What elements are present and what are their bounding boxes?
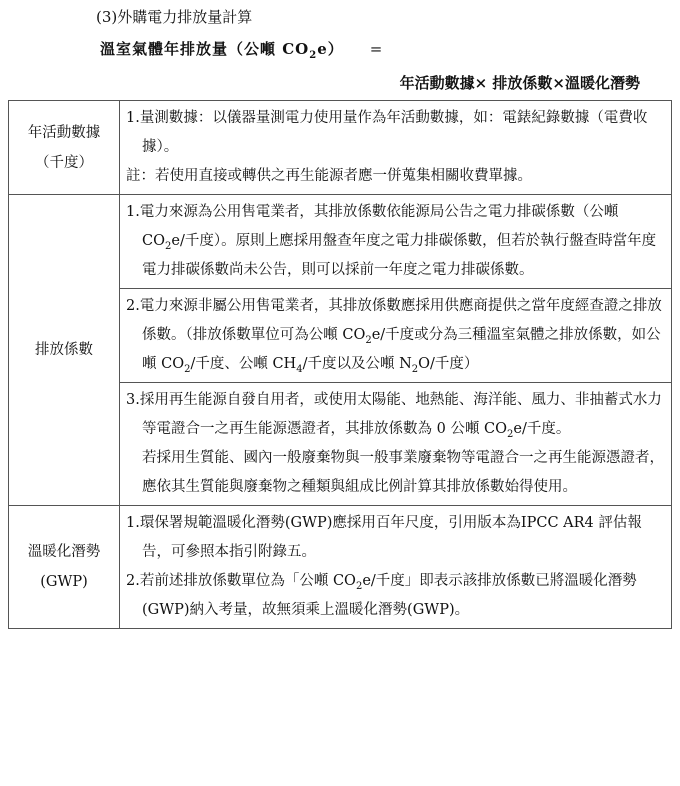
label-activity-data: 年活動數據 （千度） — [9, 101, 120, 195]
cell-activity-data — [120, 101, 672, 195]
table-row-gwp — [9, 506, 672, 629]
emission-item-2: 2.電力來源非屬公用售電業者，其排放係數應採用供應商提供之當年度經查證之排放係數。（排放係數單位可為公噸 $CO_2e/$千度或分為三種溫室氣體之排放係數，如公噸 $CO_2/$千度、公噸 $CH_4/$千度以及公噸 $N_2O/$千度） — [126, 298, 662, 375]
cell-emission-1 — [120, 195, 672, 289]
formula-equals: = — [369, 40, 384, 58]
emission-calculation-table — [8, 100, 672, 629]
activity-note: 註：若使用直接或轉供之再生能源者應一併蒐集相關收費單據。 — [126, 168, 532, 184]
gwp-item-1: 1.環保署規範溫暖化潛勢(GWP)應採用百年尺度，引用版本為IPCC AR4 評估報告，可參照本指引附錄五。 — [126, 515, 642, 560]
table-row-activity — [9, 101, 672, 195]
label-emission-factor: 排放係數 — [9, 195, 120, 506]
section-heading: (3)外購電力排放量計算 — [96, 8, 253, 26]
emission-item-3-paragraph: 若採用生質能、國內一般廢棄物與一般事業廢棄物等電證合一之再生能源憑證者，應依其生質能與廢棄物之種類與組成比例計算其排放係數始得使用。 — [142, 450, 664, 495]
emission-item-1: 1.電力來源為公用售電業者，其排放係數依能源局公告之電力排碳係數（公噸 $CO_2e/$千度）。原則上應採用盤查年度之電力排碳係數，但若於執行盤查時當年度電力排碳係數尚未公告，則可以採前一年度之電力排碳係數。 — [126, 204, 657, 278]
cell-gwp — [120, 506, 672, 629]
cell-emission-2 — [120, 289, 672, 383]
formula-rhs: 年活動數據× 排放係數×溫暖化潛勢 — [399, 74, 640, 92]
activity-item-1: 1.量測數據：以儀器量測電力使用量作為年活動數據，如：電錶紀錄數據（電費收據）。 — [126, 110, 648, 155]
emission-item-3: 3.採用再生能源自發自用者，或使用太陽能、地熱能、海洋能、風力、非抽蓄式水力等電證合一之再生能源憑證者，其排放係數為 0 公噸 $CO_2e/$千度。 — [126, 392, 662, 440]
gwp-item-2: 2.若前述排放係數單位為「公噸 $CO_2e/$千度」即表示該排放係數已將溫暖化潛勢(GWP)納入考量，故無須乘上溫暖化潛勢(GWP)。 — [126, 573, 637, 618]
formula-lhs: 溫室氣體年排放量（公噸 $CO_2e$） = — [100, 40, 384, 61]
cell-emission-3 — [120, 383, 672, 506]
label-gwp: 溫暖化潛勢 (GWP) — [9, 506, 120, 629]
table-row-emission — [9, 195, 672, 289]
